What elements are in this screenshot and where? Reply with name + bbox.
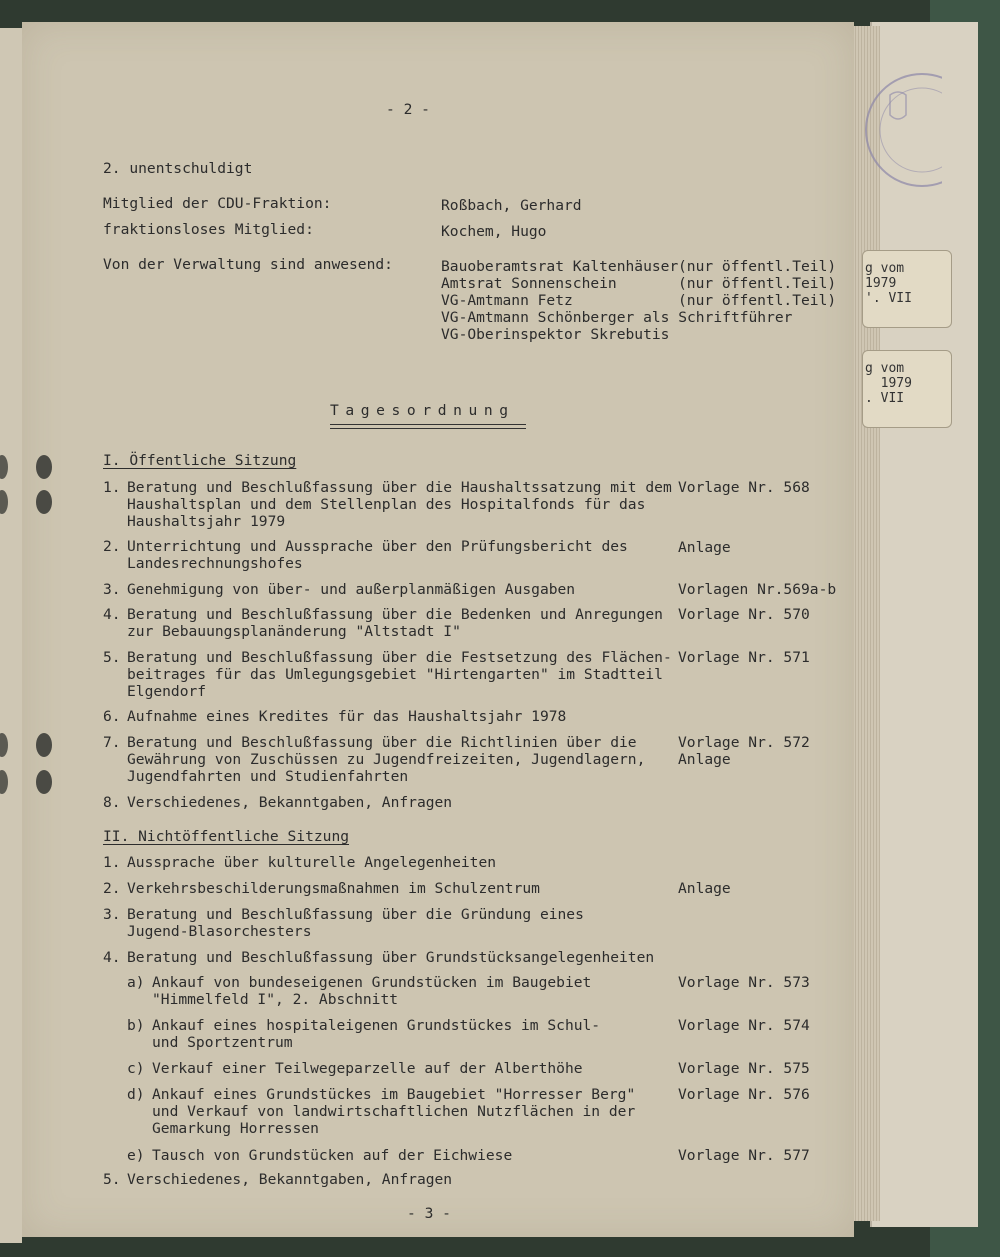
- administration-note: (nur öffentl.Teil): [678, 292, 837, 309]
- page-stack-edge: [850, 26, 880, 1221]
- left-page-edge: [0, 28, 22, 1243]
- sub-item-text: Verkauf einer Teilwegeparzelle auf der Alberthöhe: [152, 1060, 583, 1077]
- sub-item-text: und Sportzentrum: [152, 1034, 293, 1051]
- punch-hole: [36, 770, 52, 794]
- administration-name: VG-Amtmann Fetz: [441, 292, 573, 309]
- sub-item-letter: c): [127, 1060, 145, 1077]
- administration-name: VG-Amtmann Schönberger als Schriftführer: [441, 309, 793, 326]
- sub-item-text: Ankauf eines hospitaleigenen Grundstückes im Schul-: [152, 1017, 601, 1034]
- item-reference: Vorlage Nr. 575: [678, 1060, 810, 1077]
- item-text: Aufnahme eines Kredites für das Haushaltsjahr 1978: [127, 708, 567, 725]
- item-text: Beratung und Beschlußfassung über die Bedenken und Anregungen: [127, 606, 663, 623]
- item-reference: Vorlage Nr. 577: [678, 1147, 810, 1164]
- attendance-name: Roßbach, Gerhard: [441, 197, 582, 214]
- tab-1-line-1: g vom: [865, 261, 905, 276]
- sub-item-letter: d): [127, 1086, 145, 1103]
- item-number: 5.: [103, 649, 121, 666]
- index-tab-1: [862, 250, 952, 328]
- attendance-role: Mitglied der CDU-Fraktion:: [103, 195, 332, 212]
- section-intro: 2. unentschuldigt: [103, 160, 253, 177]
- next-page-number: - 3 -: [407, 1205, 451, 1222]
- index-tab-2: [862, 350, 952, 428]
- item-text: Beratung und Beschlußfassung über die Gründung eines: [127, 906, 584, 923]
- item-number: 1.: [103, 479, 121, 496]
- item-number: 6.: [103, 708, 121, 725]
- page-number: - 2 -: [386, 101, 430, 118]
- item-text: Beratung und Beschlußfassung über die Haushaltssatzung mit dem: [127, 479, 672, 496]
- item-text: Beratung und Beschlußfassung über die Richtlinien über die: [127, 734, 637, 751]
- administration-label: Von der Verwaltung sind anwesend:: [103, 256, 393, 273]
- item-reference: Vorlagen Nr.569a-b: [678, 581, 837, 598]
- item-number: 2.: [103, 538, 121, 555]
- item-text: Jugend-Blasorchesters: [127, 923, 312, 940]
- attendance-role: fraktionsloses Mitglied:: [103, 221, 314, 238]
- item-text: Beratung und Beschlußfassung über die Festsetzung des Flächen-: [127, 649, 672, 666]
- administration-name: Amtsrat Sonnenschein: [441, 275, 617, 292]
- private-session-heading: II. Nichtöffentliche Sitzung: [103, 828, 350, 845]
- item-text: Genehmigung von über- und außerplanmäßigen Ausgaben: [127, 581, 576, 598]
- item-text: Elgendorf: [127, 683, 207, 700]
- sub-item-letter: b): [127, 1017, 145, 1034]
- tab-2-line-3: . VII: [865, 391, 905, 406]
- item-number: 2.: [103, 880, 121, 897]
- item-reference: Anlage: [678, 880, 731, 897]
- punch-hole: [36, 490, 52, 514]
- administration-name: VG-Oberinspektor Skrebutis: [441, 326, 670, 343]
- item-number: 8.: [103, 794, 121, 811]
- agenda-title: Tagesordnung: [330, 402, 515, 419]
- item-number: 4.: [103, 949, 121, 966]
- item-text: Haushaltsjahr 1979: [127, 513, 286, 530]
- item-text: Haushaltsplan und dem Stellenplan des Hospitalfonds für das: [127, 496, 646, 513]
- item-text: Unterrichtung und Aussprache über den Prüfungsbericht des: [127, 538, 628, 555]
- sub-item-text: Ankauf eines Grundstückes im Baugebiet "Horresser Berg": [152, 1086, 636, 1103]
- item-text: zur Bebauungsplanänderung "Altstadt I": [127, 623, 461, 640]
- tab-1-line-3: '. VII: [865, 291, 912, 306]
- item-reference: Vorlage Nr. 568: [678, 479, 810, 496]
- agenda-title-double-underline: [330, 422, 526, 429]
- item-reference: Vorlage Nr. 571: [678, 649, 810, 666]
- sub-item-text: Ankauf von bundeseigenen Grundstücken im Baugebiet: [152, 974, 592, 991]
- attendance-name: Kochem, Hugo: [441, 223, 547, 240]
- tab-1-line-2: 1979: [865, 276, 897, 291]
- punch-hole: [36, 455, 52, 479]
- item-reference: Anlage: [678, 751, 731, 768]
- item-text: Verschiedenes, Bekanntgaben, Anfragen: [127, 794, 453, 811]
- item-number: 3.: [103, 581, 121, 598]
- tab-2-line-2: 1979: [865, 376, 912, 391]
- item-text: Gewährung von Zuschüssen zu Jugendfreizeiten, Jugendlagern,: [127, 751, 646, 768]
- item-text: Verkehrsbeschilderungsmaßnahmen im Schulzentrum: [127, 880, 540, 897]
- item-number: 5.: [103, 1171, 121, 1188]
- sub-item-text: Tausch von Grundstücken auf der Eichwiese: [152, 1147, 513, 1164]
- item-number: 7.: [103, 734, 121, 751]
- item-reference: Vorlage Nr. 573: [678, 974, 810, 991]
- sub-item-text: und Verkauf von landwirtschaftlichen Nutzflächen in der: [152, 1103, 636, 1120]
- item-number: 4.: [103, 606, 121, 623]
- item-text: Verschiedenes, Bekanntgaben, Anfragen: [127, 1171, 453, 1188]
- item-number: 3.: [103, 906, 121, 923]
- sub-item-text: "Himmelfeld I", 2. Abschnitt: [152, 991, 399, 1008]
- sub-item-letter: e): [127, 1147, 145, 1164]
- item-number: 1.: [103, 854, 121, 871]
- public-session-heading: I. Öffentliche Sitzung: [103, 452, 297, 469]
- tab-2-line-1: g vom: [865, 361, 905, 376]
- administration-note: (nur öffentl.Teil): [678, 258, 837, 275]
- administration-name: Bauoberamtsrat Kaltenhäuser: [441, 258, 679, 275]
- item-reference: Vorlage Nr. 572: [678, 734, 810, 751]
- item-reference: Anlage: [678, 539, 731, 556]
- item-text: beitrages für das Umlegungsgebiet "Hirtengarten" im Stadtteil: [127, 666, 663, 683]
- administration-note: (nur öffentl.Teil): [678, 275, 837, 292]
- item-reference: Vorlage Nr. 570: [678, 606, 810, 623]
- item-text: Aussprache über kulturelle Angelegenheiten: [127, 854, 497, 871]
- sub-item-text: Gemarkung Horressen: [152, 1120, 319, 1137]
- punch-hole: [36, 733, 52, 757]
- round-stamp: [862, 55, 942, 205]
- item-text: Jugendfahrten und Studienfahrten: [127, 768, 409, 785]
- item-reference: Vorlage Nr. 574: [678, 1017, 810, 1034]
- item-text: Landesrechnungshofes: [127, 555, 303, 572]
- sub-item-letter: a): [127, 974, 145, 991]
- item-reference: Vorlage Nr. 576: [678, 1086, 810, 1103]
- item-text: Beratung und Beschlußfassung über Grundstücksangelegenheiten: [127, 949, 655, 966]
